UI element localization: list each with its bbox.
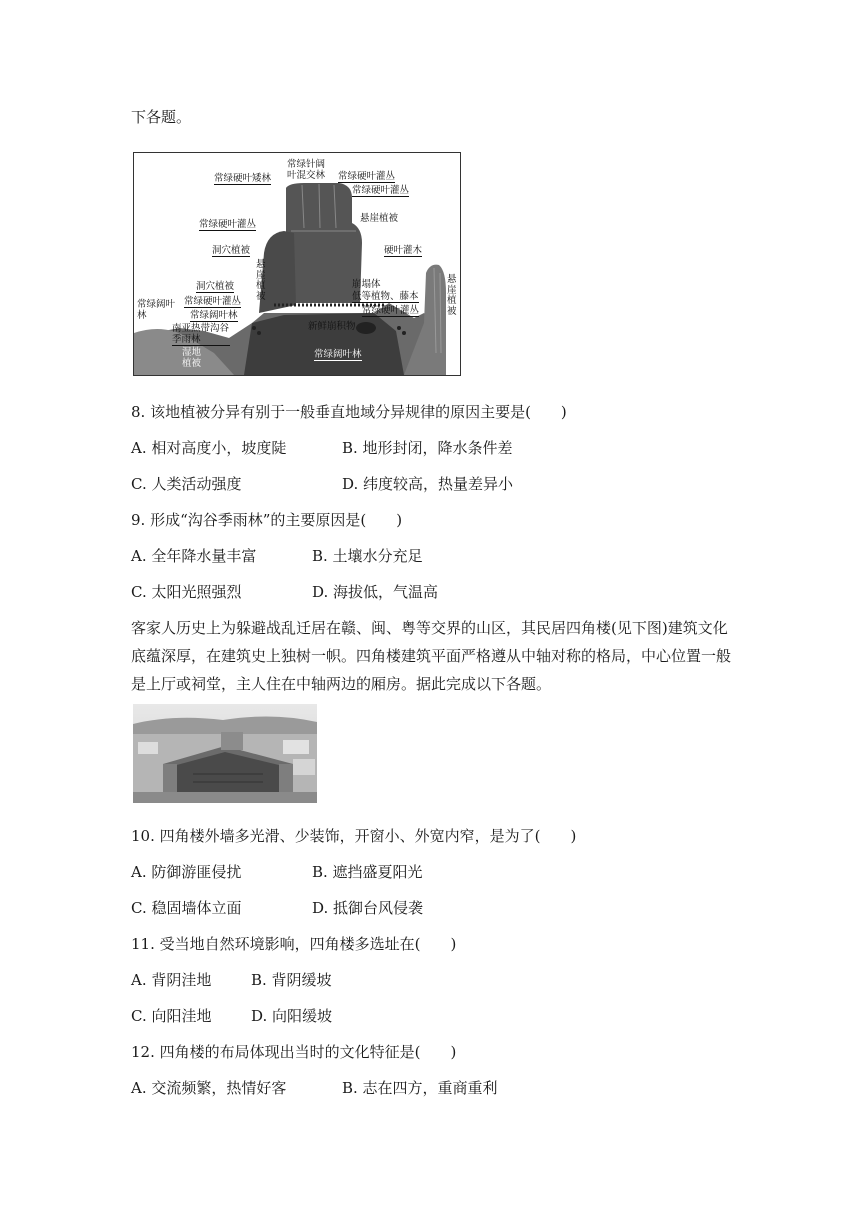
- label-low-plants: 低等植物、藤本: [352, 291, 419, 302]
- q9-option-a[interactable]: A. 全年降水量丰富: [131, 547, 257, 565]
- label-top-right-shrub1: 常绿硬叶灌丛: [338, 171, 396, 182]
- q12-stem: 12. 四角楼的布局体现出当时的文化特征是( ): [131, 1043, 457, 1061]
- q12-option-b[interactable]: B. 志在四方，重商重利: [342, 1079, 498, 1097]
- q11-option-a[interactable]: A. 背阴洼地: [131, 971, 212, 989]
- label-monsoon: 南亚热带沟谷季雨林: [172, 323, 230, 345]
- label-cave1: 洞穴植被: [212, 245, 251, 256]
- q10-option-b[interactable]: B. 遮挡盛夏阳光: [312, 863, 423, 881]
- q8-option-b[interactable]: B. 地形封闭，降水条件差: [342, 439, 513, 457]
- vegetation-diagram: [133, 152, 461, 376]
- q11-option-c[interactable]: C. 向阳洼地: [131, 1007, 212, 1025]
- q11-option-b[interactable]: B. 背阴缓坡: [251, 971, 332, 989]
- label-top-left-dwarf: 常绿硬叶矮林: [214, 173, 272, 184]
- q10-option-c[interactable]: C. 稳固墙体立面: [131, 899, 242, 917]
- label-evergreen-broad-left: 常绿阔叶林: [137, 299, 176, 321]
- label-collapse: 崩塌体: [352, 279, 381, 290]
- photo-drawing: [133, 704, 317, 803]
- label-cliff-right-upper: 悬崖植被: [360, 213, 399, 224]
- q10-stem: 10. 四角楼外墙多光滑、少装饰，开窗小、外宽内窄，是为了( ): [131, 827, 577, 845]
- siejiaolou-photo: [133, 704, 317, 803]
- label-cliff-far-right: 悬崖植被: [447, 274, 457, 317]
- q9-option-c[interactable]: C. 太阳光照强烈: [131, 583, 242, 601]
- label-top-right-shrub2: 常绿硬叶灌丛: [352, 185, 410, 196]
- label-broad-bottom: 常绿阔叶林: [314, 349, 362, 360]
- label-wetland: 湿地植被: [182, 347, 202, 369]
- q10-option-d[interactable]: D. 抵御台风侵袭: [312, 899, 424, 917]
- q8-option-a[interactable]: A. 相对高度小，坡度陡: [131, 439, 287, 457]
- q12-option-a[interactable]: A. 交流频繁，热情好客: [131, 1079, 287, 1097]
- label-left-shrub: 常绿硬叶灌丛: [199, 219, 257, 230]
- label-shrub-right: 常绿硬叶灌丛: [362, 305, 420, 316]
- label-cliff-left: 悬崖植被: [256, 259, 266, 302]
- q8-option-c[interactable]: C. 人类活动强度: [131, 475, 242, 493]
- q8-option-d[interactable]: D. 纬度较高，热量差异小: [342, 475, 514, 493]
- label-shrub-mid: 常绿硬叶灌丛: [184, 296, 242, 307]
- q11-stem: 11. 受当地自然环境影响，四角楼多选址在( ): [131, 935, 457, 953]
- q9-option-b[interactable]: B. 土壤水分充足: [312, 547, 423, 565]
- q11-option-d[interactable]: D. 向阳缓坡: [251, 1007, 333, 1025]
- q9-option-d[interactable]: D. 海拔低，气温高: [312, 583, 439, 601]
- intro-tail: 下各题。: [131, 108, 192, 126]
- label-broad-mid: 常绿阔叶林: [190, 310, 238, 321]
- q10-option-a[interactable]: A. 防御游匪侵扰: [131, 863, 242, 881]
- label-hard-shrub: 硬叶灌木: [384, 245, 423, 256]
- q9-stem: 9. 形成“沟谷季雨林”的主要原因是( ): [131, 511, 403, 529]
- label-top-mixed: 常绿针阔叶混交林: [286, 159, 325, 181]
- label-fresh: 新鲜崩积物: [308, 321, 356, 332]
- q8-stem: 8. 该地植被分异有别于一般垂直地域分异规律的原因主要是( ): [131, 403, 567, 421]
- passage-text: 客家人历史上为躲避战乱迁居在赣、闽、粤等交界的山区，其民居四角楼(见下图)建筑文化底蕴深厚，在建筑史上独树一帜。四角楼建筑平面严格遵从中轴对称的格局，中心位置一般是上厅或祠堂，主人住在中轴两边的厢房。据此完成以下各题。: [131, 619, 732, 693]
- label-cave2: 洞穴植被: [196, 281, 235, 292]
